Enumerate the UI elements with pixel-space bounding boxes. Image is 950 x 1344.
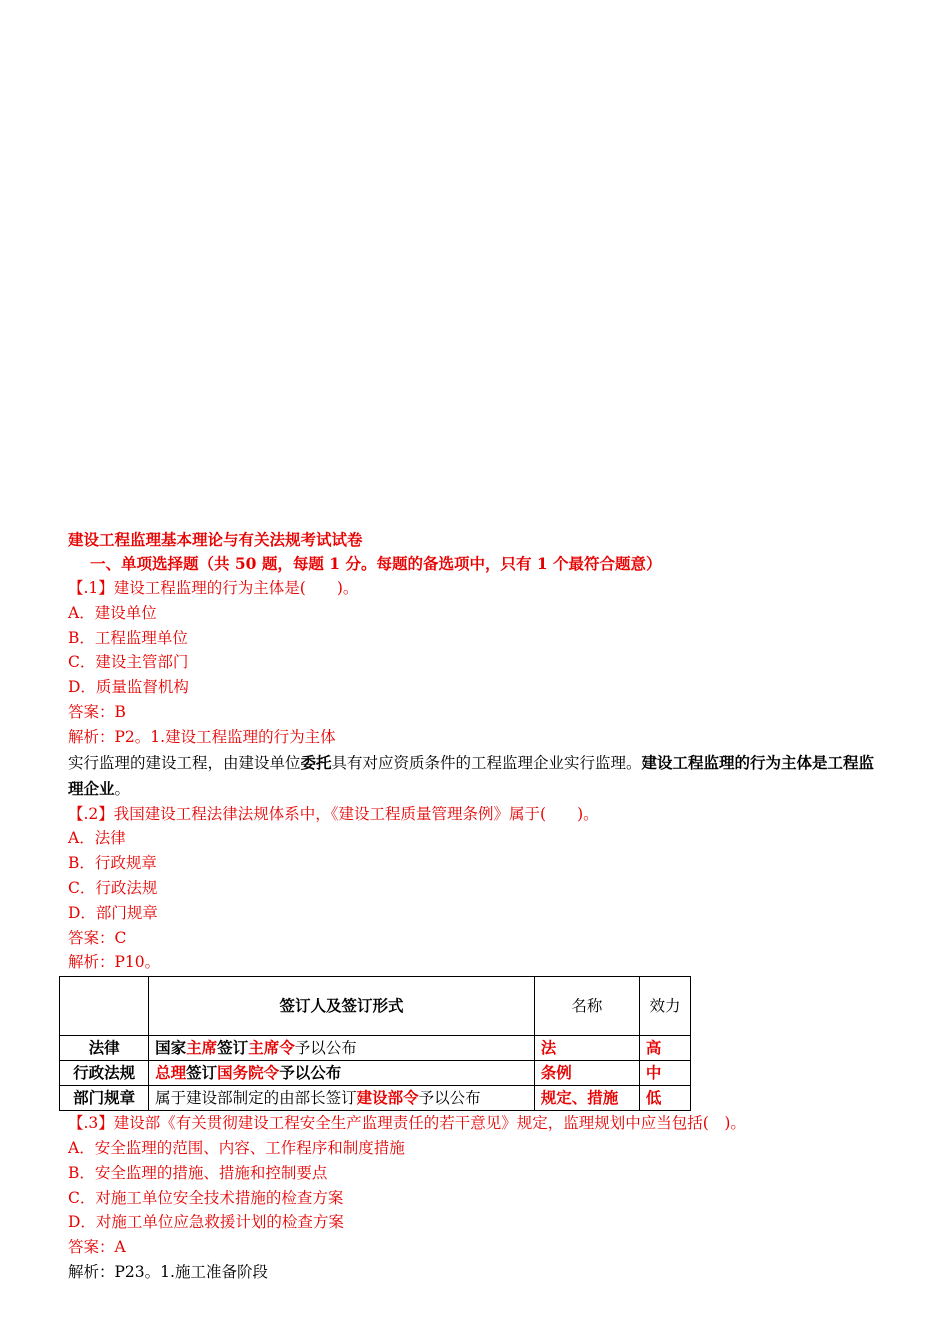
table-cell-signer: 属于建设部制定的由部长签订建设部令予以公布 xyxy=(149,1086,535,1111)
explanation-text: 。 xyxy=(114,779,131,798)
question-2-option-a: A．法律 xyxy=(68,829,126,848)
question-1-option-a: A．建设单位 xyxy=(68,603,157,622)
question-1-stem: 【.1】建设工程监理的行为主体是( )。 xyxy=(68,579,359,597)
question-2-option-c: C．行政法规 xyxy=(68,878,158,897)
question-1-explanation xyxy=(68,750,886,802)
explanation-bold: 委托 xyxy=(300,752,332,772)
table-cell-name: 法 xyxy=(534,1036,639,1061)
question-2-analysis: 解析：P10。 xyxy=(68,953,161,972)
question-1-option-b: B．工程监理单位 xyxy=(68,628,188,647)
question-3-option-b: B．安全监理的措施、措施和控制要点 xyxy=(68,1163,328,1182)
table-cell-signer: 国家主席签订主席令予以公布 xyxy=(149,1036,535,1061)
explanation-bold: 建设工程监理的行为主体是工程监理企业 xyxy=(68,752,875,798)
table-cell-type: 法律 xyxy=(60,1036,149,1061)
section-heading: 一、单项选择题（共 50 题，每题 1 分。每题的备选项中，只有 1 个最符合题意） xyxy=(90,554,662,573)
table-cell-type: 行政法规 xyxy=(60,1061,149,1086)
question-2-option-d: D．部门规章 xyxy=(68,903,158,922)
table-header-cell: 签订人及签订形式 xyxy=(149,977,535,1036)
table-cell-effect: 中 xyxy=(639,1061,690,1086)
exam-content xyxy=(68,528,886,1285)
law-hierarchy-table xyxy=(59,976,691,1111)
table-cell-signer: 总理签订国务院令予以公布 xyxy=(149,1061,535,1086)
table-header-row xyxy=(60,977,691,1036)
question-2-option-b: B．行政规章 xyxy=(68,854,157,873)
table-cell-effect: 低 xyxy=(639,1086,690,1111)
question-3-option-d: D．对施工单位应急救援计划的检查方案 xyxy=(68,1213,344,1232)
table-cell-name: 条例 xyxy=(534,1061,639,1086)
question-3-analysis: 解析：P23。1.施工准备阶段 xyxy=(68,1262,268,1281)
document-title: 建设工程监理基本理论与有关法规考试试卷 xyxy=(68,530,363,549)
table-cell-effect: 高 xyxy=(639,1036,690,1061)
table-header-cell xyxy=(60,977,149,1036)
explanation-text: 具有对应资质条件的工程监理企业实行监理。 xyxy=(331,753,642,772)
question-3-answer: 答案：A xyxy=(68,1238,126,1257)
question-3-option-a: A．安全监理的范围、内容、工作程序和制度措施 xyxy=(68,1138,405,1157)
table-row xyxy=(60,1036,691,1061)
question-1-option-c: C．建设主管部门 xyxy=(68,653,189,672)
question-1-analysis: 解析：P2。1.建设工程监理的行为主体 xyxy=(68,727,336,746)
question-2-answer: 答案：C xyxy=(68,928,127,947)
question-1-option-d: D．质量监督机构 xyxy=(68,678,189,697)
explanation-text: 实行监理的建设工程，由建设单位 xyxy=(68,753,301,772)
table-row xyxy=(60,1086,691,1111)
question-1-answer: 答案：B xyxy=(68,702,126,721)
question-3-stem: 【.3】建设部《有关贯彻建设工程安全生产监理责任的若干意见》规定，监理规划中应当包括( )。 xyxy=(68,1114,746,1133)
table-header-cell: 效力 xyxy=(639,977,690,1036)
table-cell-type: 部门规章 xyxy=(60,1086,149,1111)
table-row xyxy=(60,1061,691,1086)
question-3-option-c: C．对施工单位安全技术措施的检查方案 xyxy=(68,1188,344,1207)
table-cell-name: 规定、措施 xyxy=(534,1086,639,1111)
question-2-stem: 【.2】我国建设工程法律法规体系中，《建设工程质量管理条例》属于( )。 xyxy=(68,804,599,823)
table-header-cell: 名称 xyxy=(534,977,639,1036)
